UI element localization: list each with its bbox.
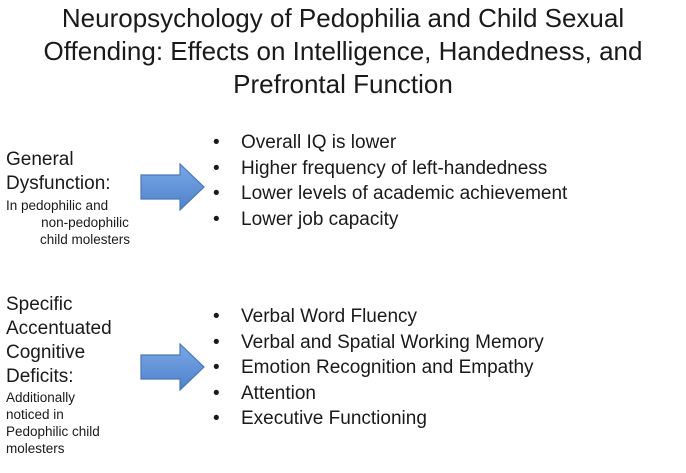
list-item: • Verbal Word Fluency (213, 304, 544, 330)
list-item: • Verbal and Spatial Working Memory (213, 330, 544, 356)
right-arrow-icon (140, 343, 206, 391)
label-note: Additionally (6, 390, 76, 405)
list-item: • Attention (213, 381, 544, 407)
label-note: non-pedophilic (41, 215, 129, 230)
label-note: noticed in (6, 407, 64, 422)
label-line: Cognitive (6, 342, 86, 363)
label-note: Pedophilic child (6, 424, 100, 439)
label-line: Dysfunction: (6, 173, 111, 194)
list-item: • Lower levels of academic achievement (213, 181, 567, 207)
list-item: • Lower job capacity (213, 207, 567, 233)
label-note: molesters (6, 441, 65, 456)
specific-deficits-label (6, 293, 146, 457)
list-item: • Overall IQ is lower (213, 130, 567, 156)
general-dysfunction-list (213, 130, 567, 232)
right-arrow-icon (140, 163, 206, 211)
title-line-1: Neuropsychology of Pedophilia and Child Sexual (61, 3, 625, 33)
list-item: • Executive Functioning (213, 406, 544, 432)
list-item: • Higher frequency of left-handedness (213, 156, 567, 182)
title-line-3: Prefrontal Function (233, 69, 453, 99)
label-line: General (6, 149, 74, 170)
label-line: Accentuated (6, 318, 112, 339)
list-item: • Emotion Recognition and Empathy (213, 355, 544, 381)
label-note: child molesters (39, 232, 131, 247)
specific-deficits-list (213, 304, 544, 432)
label-line: Deficits: (6, 366, 74, 387)
label-line: Specific (6, 294, 73, 315)
title-line-2: Offending: Effects on Intelligence, Handedness, and (43, 36, 643, 66)
slide-title (0, 2, 686, 101)
label-note: In pedophilic and (6, 198, 109, 213)
